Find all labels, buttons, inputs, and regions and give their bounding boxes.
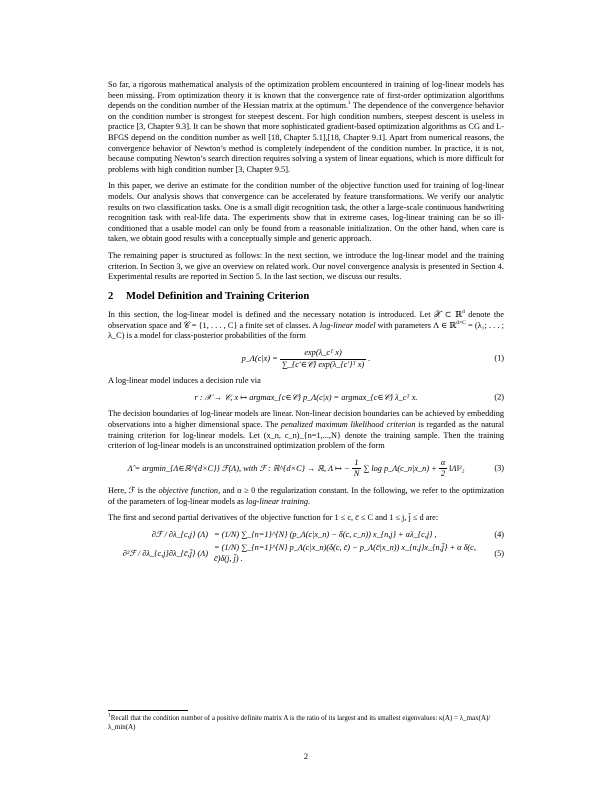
equation-part: ‖Λ‖²₂ xyxy=(449,463,465,473)
equation-lhs: ∂²ℱ / ∂λ_{c,j}∂λ_{c̄,j̄} (Λ) xyxy=(122,548,208,558)
text-span: . xyxy=(308,496,311,506)
footnote-rule xyxy=(108,710,188,711)
text-span: denote the observation space and 𝒞 = {1, . . . , C} a finite set of classes. A xyxy=(108,310,504,330)
fraction xyxy=(280,348,366,370)
equation-number: (1) xyxy=(494,353,504,363)
section-title: Model Definition and Training Criterion xyxy=(126,290,310,302)
page-number: 2 xyxy=(303,752,309,761)
term-emphasis: penalized maximum likelihood criterion xyxy=(280,420,416,430)
intro-paragraph-2: In this paper, we derive an estimate for the condition number of the objective function used for training of log-linear models. Our analysis shows that convergence can be accelerated by feature transformations. We verify our analytic results on two classification tasks. One is a small digit recognition task, the other a large-scale continuous handwriting recognition task with real-life data. The experiments show that in extreme cases, log-linear training can be so ill-conditioned that a usable model can only be found from a reasonable initialization. On the other hand, when care is taken, we obtain good results with a conceptually simple and generic approach. xyxy=(108,181,504,244)
equation-rhs: = (1/N) ∑_{n=1}^{N} p_Λ(c|x_n)(δ(c, c̄) − p_Λ(c̄|x_n)) x_{n,j}x_{n,j̄} + α δ(c, c̄)δ(j, j̄) . xyxy=(214,543,476,563)
equation-body: r : 𝒳 → 𝒞, x ↦ argmax_{c∈𝒞} p_Λ(c|x) = argmax_{c∈𝒞} λ_cᵀ x. xyxy=(194,392,418,402)
equation-tail: . xyxy=(368,354,371,364)
text-span: In this section, the log-linear model is defined and the necessary notation is introduced. Let 𝒳 ⊂ ℝ xyxy=(108,310,462,320)
denominator: ∑_{c′∈𝒞} exp(λ_{c′}ᵀ x) xyxy=(281,359,365,369)
equation-part: Λ̂ = argmin_{Λ∈ℝ^{d×C}} ℱ(Λ), with ℱ : ℝ^{d×C} → ℝ, Λ ↦ − xyxy=(127,463,350,473)
equation-part: ∑ log p_Λ(c_n|x_n) + xyxy=(363,463,437,473)
text-span: Here, ℱ is the xyxy=(108,486,159,495)
equation-4 xyxy=(108,530,504,541)
section-paragraph-1 xyxy=(108,310,504,342)
section-number: 2 xyxy=(108,290,114,302)
fraction xyxy=(439,458,447,480)
section-paragraph-4 xyxy=(108,486,504,507)
fraction xyxy=(352,458,362,480)
section-paragraph-3 xyxy=(108,409,504,451)
text-span: So far, a rigorous mathematical analysis of the optimization problem encountered in training of log-linear models has been missing. From optimization theory it is known that the convergence rate of first-order optimization algorithms depends on the condition number of the Hessian matrix at the optimum. xyxy=(108,80,504,111)
footnote xyxy=(108,710,504,732)
text-span: = (λ₁; . . . ; λ_C) is a model for class-posterior probabilities of the form xyxy=(108,320,504,341)
numerator: exp(λ_cᵀ x) xyxy=(304,348,342,358)
equation-2 xyxy=(108,393,504,404)
equation-number: (3) xyxy=(494,463,504,473)
equation-rhs: = (1/N) ∑_{n=1}^{N} (p_Λ(c|x_n) − δ(c, c_n)) x_{n,j} + αλ_{c,j} , xyxy=(214,529,437,539)
equation-5 xyxy=(108,543,504,564)
term-emphasis: log-linear training xyxy=(246,496,309,506)
term-emphasis: log-linear model xyxy=(319,320,376,330)
text-span: , and α ≥ 0 the regularization constant. In the following, we refer to the optimization of the parameters of log-linear models as xyxy=(108,486,505,506)
section-heading xyxy=(108,292,504,303)
numerator: α xyxy=(440,457,446,467)
footnote-text: Recall that the condition number of a positive definite matrix A is the ratio of its largest and its smallest eigenvalues: κ(A) = λ_max(A)/λ_min(A) xyxy=(108,714,491,731)
superscript: d xyxy=(461,309,465,316)
equation-lhs: p_Λ(c|x) = xyxy=(241,354,278,364)
section-paragraph-5: The first and second partial derivatives of the objective function for 1 ≤ c, c̄ ≤ C and 1 ≤ j, j̄ ≤ d are: xyxy=(108,513,439,523)
intro-paragraph-1 xyxy=(108,80,504,175)
text-span: The decision boundaries of log-linear models are linear. Non-linear decision boundaries can be achieved by embedding observations into a higher dimensional space. The xyxy=(108,409,504,430)
intro-paragraph-3: The remaining paper is structured as follows: In the next section, we introduce the log-linear model and the training criterion. In Section 3, we give an overview on related work. Our novel convergence analysis is presented in Section 4. Experimental results are reported in Section 5. In the last section, we discuss our results. xyxy=(108,250,504,282)
text-span: The dependence of the convergence behavior on the condition number is strongest for steepest descent. For high condition numbers, steepest descent is useless in practice [3, Chapter 9.3]. It can be shown that more sophisticated gradient-based optimization algorithms as CG and L-BFGS depend on the condition number as well [18, Chapter 5.1],[18, Chapter 9.1]. Apart from numerical reasons, the convergence behavior of Newton’s method is completely independent of the condition number. In practice, it is not, because computing Newton’s search direction requires solving a system of linear equations, which is more difficult for problems with high condition number [3, Chapter 9.5]. xyxy=(108,101,504,174)
equation-lhs: ∂ℱ / ∂λ_{c,j} (Λ) xyxy=(151,529,208,539)
term-emphasis: objective function xyxy=(158,486,219,495)
equation-number: (2) xyxy=(494,392,504,402)
equation-number: (5) xyxy=(494,548,504,558)
equation-number: (4) xyxy=(494,529,504,539)
equation-3 xyxy=(108,458,504,480)
section-paragraph-2: A log-linear model induces a decision rule via xyxy=(108,376,261,386)
footnote-marker: 1 xyxy=(108,712,111,719)
superscript: d×C xyxy=(456,320,466,327)
text-span: is regarded as the natural training criterion for log-linear models. Let (x_n, c_n)_{n=1,...,N} denote the training sample. Then the training criterion of log-linear models is an unconstrained optimization problem of the form xyxy=(108,420,504,451)
denominator: 2 xyxy=(439,468,447,480)
equation-1 xyxy=(108,348,504,370)
denominator: N xyxy=(353,469,360,479)
footnote-mark[interactable]: 1 xyxy=(348,100,351,107)
page-body xyxy=(108,80,504,568)
text-span: with parameters Λ ∈ ℝ xyxy=(375,320,457,330)
numerator: 1 xyxy=(354,457,359,467)
